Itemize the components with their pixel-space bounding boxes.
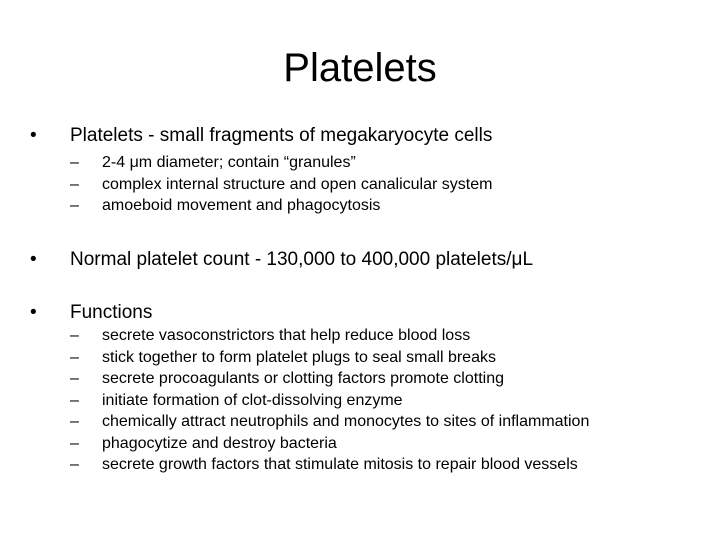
sub-item-text: secrete procoagulants or clotting factors promote clotting — [102, 370, 504, 387]
bullet-item — [30, 124, 492, 148]
bullet-item — [30, 301, 152, 325]
bullet-text: Platelets - small fragments of megakaryocyte cells — [70, 125, 493, 146]
bullet-item — [30, 248, 533, 272]
dash-marker: – — [70, 348, 79, 366]
dash-marker: – — [70, 327, 79, 344]
sub-item — [70, 195, 492, 217]
sub-item — [70, 454, 589, 476]
dash-marker: – — [70, 370, 79, 387]
sub-item — [70, 347, 589, 369]
bullet-marker: • — [30, 302, 37, 323]
sub-item — [70, 174, 492, 196]
bullet-text: Normal platelet count - 130,000 to 400,000 platelets/μL — [70, 249, 534, 270]
sub-item — [70, 390, 589, 412]
bullet-text: Functions — [70, 302, 153, 323]
dash-marker: – — [70, 413, 79, 430]
sub-list — [70, 152, 492, 217]
sub-item — [70, 368, 589, 390]
sub-item-text: initiate formation of clot-dissolving enzyme — [102, 391, 403, 409]
sub-item-text: complex internal structure and open canalicular system — [102, 175, 493, 193]
dash-marker: – — [70, 391, 79, 409]
dash-marker: – — [70, 197, 79, 214]
sub-item — [70, 411, 589, 433]
bullet-marker: • — [30, 249, 37, 270]
dash-marker: – — [70, 434, 79, 452]
sub-item — [70, 325, 589, 347]
sub-item — [70, 433, 589, 455]
sub-item-text: secrete growth factors that stimulate mitosis to repair blood vessels — [102, 456, 578, 473]
sub-item-text: stick together to form platelet plugs to seal small breaks — [102, 348, 496, 366]
sub-item-text: 2-4 μm diameter; contain “granules” — [102, 154, 356, 171]
dash-marker: – — [70, 175, 79, 193]
sub-item-text: chemically attract neutrophils and monocytes to sites of inflammation — [102, 413, 590, 430]
slide-title: Platelets — [283, 46, 437, 90]
sub-item-text: secrete vasoconstrictors that help reduce blood loss — [102, 327, 471, 344]
sub-item-text: amoeboid movement and phagocytosis — [102, 197, 381, 214]
sub-item — [70, 152, 492, 174]
bullet-marker: • — [30, 125, 37, 146]
dash-marker: – — [70, 456, 79, 473]
sub-list — [70, 325, 589, 476]
sub-item-text: phagocytize and destroy bacteria — [102, 434, 337, 452]
dash-marker: – — [70, 154, 79, 171]
